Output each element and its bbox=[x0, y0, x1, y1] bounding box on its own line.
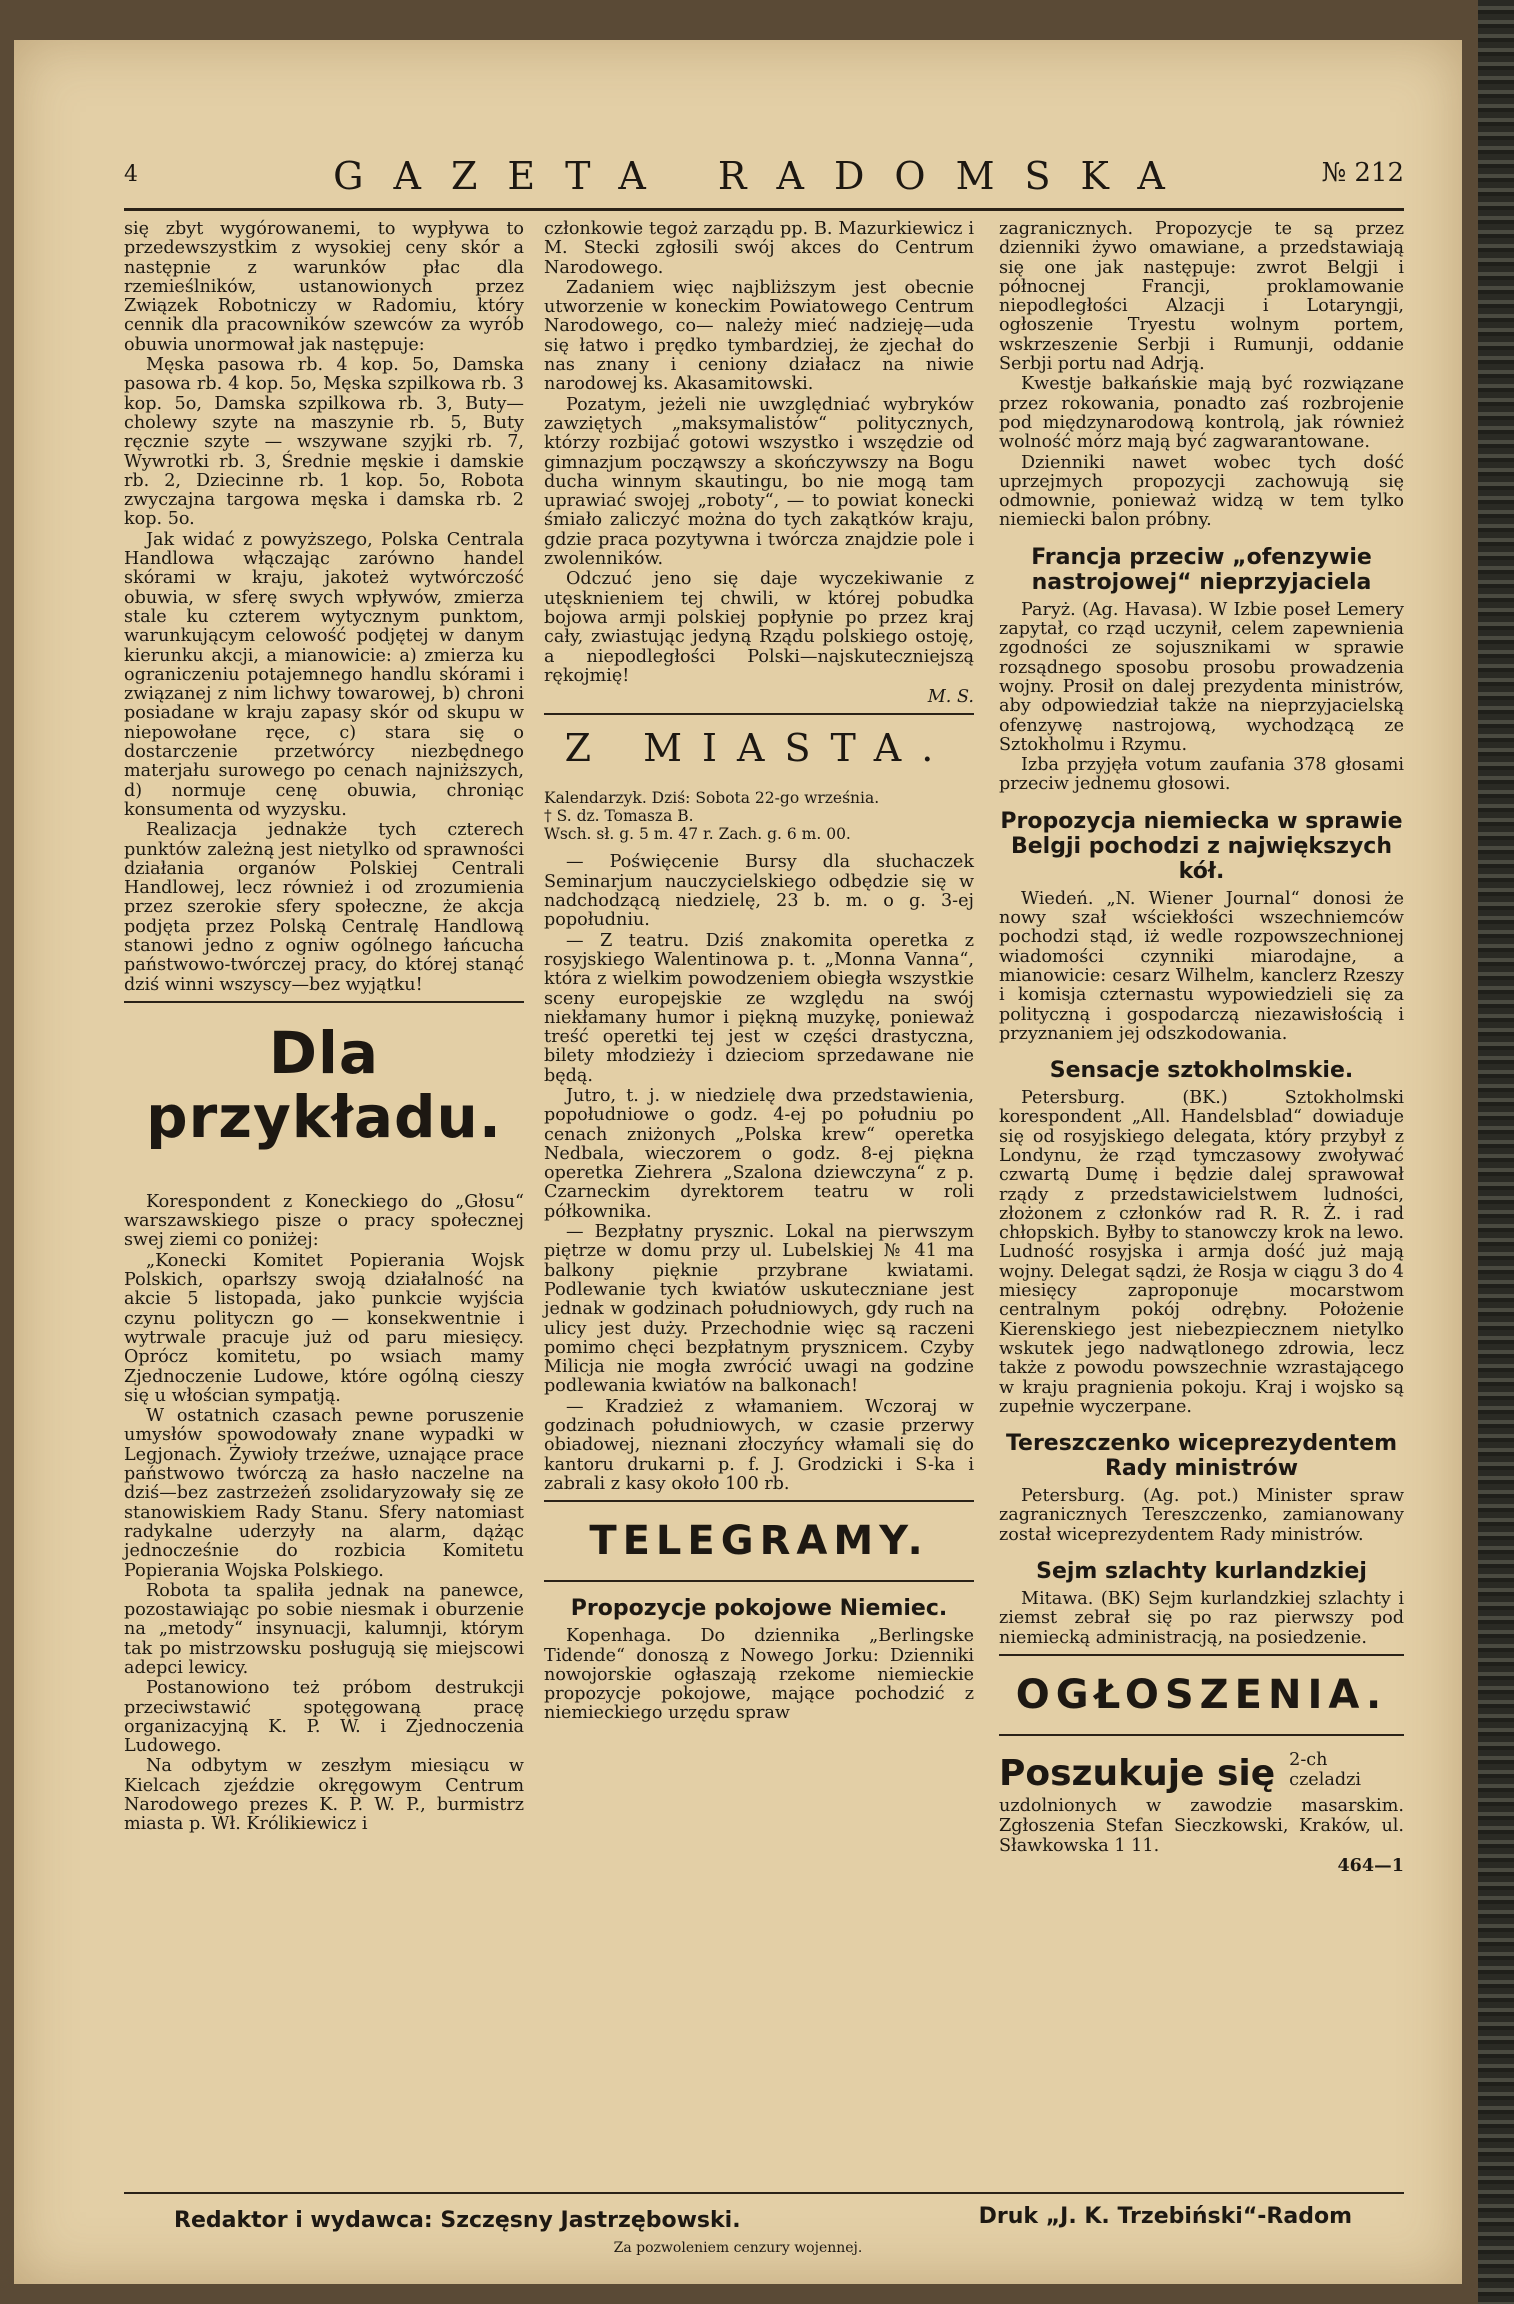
paragraph: Robota ta spaliła jednak na panewce, pozostawiając po sobie niesmak i oburzenie na „metody“ insynuacji, kalumnji, którym tak po mistrzowsku posługują się miejscowi adepci lewicy. bbox=[124, 1580, 524, 1678]
paragraph: Pozatym, jeżeli nie uwzględniać wybryków zawziętych „maksymalistów“ politycznych, którzy rozbijać gotowi wszystko i wszędzie od gimnazjum począwszy a skończywszy na Bogu ducha winnym skautingu, bo nie mogą tam uprawiać swojej „roboty“, — to powiat konecki śmiało zaliczyć można do tych zakątków kraju, gdzie praca pozytywna i twórcza znajdzie pole i zwolenników. bbox=[544, 394, 974, 570]
paragraph: „Konecki Komitet Popierania Wojsk Polskich, oparłszy swoją działalność na akcie 5 listopada, jako punkcie wyjścia czynu polityczn go — konsekwentnie i wytrwale pracuje już od paru miesięcy. Oprócz komitetu, po wsiach mamy Zjednoczenie Ludowe, które ogólną cieszy się u włościan sympatją. bbox=[124, 1250, 524, 1406]
section-heading: TELEGRAMY. bbox=[589, 1518, 929, 1565]
telegram-headline: Sejm szlachty kurlandzkiej bbox=[1036, 1559, 1367, 1585]
page-number: 4 bbox=[124, 162, 138, 187]
ad-number: 464—1 bbox=[1337, 1854, 1404, 1876]
calendar-line: † S. dz. Tomasza B. bbox=[544, 807, 694, 826]
newspaper-title: GAZETA RADOMSKA bbox=[333, 154, 1195, 198]
editor-credit: Redaktor i wydawca: Szczęsny Jastrzębowski. bbox=[174, 2208, 741, 2233]
column-2 bbox=[544, 220, 974, 1725]
calendar-note bbox=[544, 789, 974, 843]
paragraph: Zadaniem więc najbliższym jest obecnie utworzenie w koneckim Powiatowego Centrum Narodowego, co— należy mieć nadzieję—uda się łatwo i prędko tymbardziej, że zjechał do nas znany i ceniony działacz na niwie narodowej ks. Akasamitowski. bbox=[544, 277, 974, 395]
telegram-headline: Propozycja niemiecka w sprawie Belgji pochodzi z największych kół. bbox=[1000, 808, 1403, 884]
article-headline: Dla przykładu. bbox=[146, 1018, 502, 1151]
paragraph: się zbyt wygórowanemi, to wypływa to przedewszystkim z wysokiej ceny skór a następnie z warunków płac dla rzemieślników, ustanowionych przez Związek Robotniczy w Radomiu, który cennik dla pracowników szewców za wyrób obuwia unormował jak następuje: bbox=[124, 219, 524, 355]
divider bbox=[124, 1001, 524, 1003]
news-item: — Poświęcenie Bursy dla słuchaczek Seminarjum nauczycielskiego odbędzie się w nadchodzącą niedzielę, 23 b. m. o g. 3-ej popołudniu. bbox=[544, 852, 974, 931]
section-heading: OGŁOSZENIA. bbox=[1015, 1671, 1388, 1718]
telegram-headline: Tereszczenko wiceprezydentem Rady ministrów bbox=[1005, 1431, 1398, 1482]
column-1 bbox=[124, 220, 524, 1836]
telegram-text: Paryż. (Ag. Havasa). W Izbie poseł Lemery zapytał, co rząd uczynił, celem zapewnienia zgodności ze sojusznikami w sprawie rozsądnego sposobu prosobu prowadzenia wojny. Prosił on dalej prezydenta ministrów, aby odpowiedział także na nieprzyjacielską ofenzywę nastrojową, wychodzącą ze Sztokholmu i Rzymu. bbox=[999, 599, 1404, 755]
issue-number: № 212 bbox=[1321, 158, 1404, 188]
ad-text: 2-ch czeladzi uzdolnionych w zawodzie masarskim. Zgłoszenia Stefan Sieczkowski, Kraków, ul. Sławkowska 1 11. bbox=[999, 1749, 1404, 1856]
divider bbox=[544, 1500, 974, 1502]
paragraph: Realizacja jednakże tych czterech punktów zależną jest nietylko od sprawności działania organów Polskiej Centrali Handlowej, lecz również i od zrozumienia przez szerokie sfery społeczne, że akcja podjęta przez Polską Centralę Handlową stanowi jedno z ogniw ogólnego łańcucha państwowo-twórczej pracy, do której stanąć dziś winni wszyscy—bez wyjątku! bbox=[124, 820, 524, 995]
censorship-note: Za pozwoleniem cenzury wojennej. bbox=[613, 2240, 863, 2256]
telegram-headline: Propozycje pokojowe Niemiec. bbox=[570, 1596, 948, 1622]
paragraph: Dzienniki nawet wobec tych dość uprzejmych propozycji zachowują się odmownie, ponieważ widzą w tem tylko niemiecki balon próbny. bbox=[999, 452, 1404, 531]
section-heading: Z MIASTA. bbox=[564, 726, 954, 771]
divider bbox=[544, 713, 974, 715]
paragraph: Kwestje bałkańskie mają być rozwiązane przez rokowania, ponadto zaś rozbrojenie pod międzynarodową kontrolą, jak również wolność mórz mają być zagwarantowane. bbox=[999, 374, 1404, 453]
divider bbox=[999, 1734, 1404, 1736]
paragraph: Na odbytym w zeszłym miesiącu w Kielcach zjeździe okręgowym Centrum Narodowego prezes K. P. W. P., burmistrz miasta p. Wł. Królikiewicz i bbox=[124, 1756, 524, 1835]
printer-credit: Druk „J. K. Trzebiński“-Radom bbox=[978, 2204, 1352, 2229]
telegram-text: Izba przyjęła votum zaufania 378 głosami przeciw jednemu głosowi. bbox=[999, 755, 1404, 795]
divider bbox=[999, 1654, 1404, 1656]
telegram-text: Mitawa. (BK) Sejm kurlandzkiej szlachty i ziemst zebrał się po raz pierwszy pod niemiecką administracją, na posiedzenie. bbox=[999, 1589, 1404, 1648]
footer-rule bbox=[124, 2192, 1404, 2194]
divider bbox=[544, 1580, 974, 1582]
book-binding bbox=[1478, 0, 1514, 2304]
price-list: Męska pasowa rb. 4 kop. 5o, Damska pasowa rb. 4 kop. 5o, Męska szpilkowa rb. 3 kop. 5o, Damska szpilkowa rb. 3, Buty—cholewy szyte na maszynie rb. 5, Buty ręcznie szyte — wszywane szyjki rb. 7, Wywrotki rb. 3, Średnie męskie i damskie rb. 2, Dziecinne rb. 1 kop. 5o, Robota zwyczajna targowa męska i damska rb. 2 kop. 5o. bbox=[124, 355, 524, 530]
paragraph: zagranicznych. Propozycje te są przez dzienniki żywo omawiane, a przedstawiają się one jak następuje: zwrot Belgji i północnej Francji, proklamowanie niepodległości Alzacji i Lotaryngji, ogłoszenie Tryestu wolnym portem, wskrzeszenie Serbji i Rumunji, oddanie Serbji portu nad Adrją. bbox=[999, 219, 1404, 375]
news-item: — Bezpłatny prysznic. Lokal na pierwszym piętrze w domu przy ul. Lubelskiej № 41 ma balkony pięknie przybrane kwiatami. Podlewanie tych kwiatów uskuteczniane jest jednak w godzinach południowych, gdy ruch na ulicy jest duży. Przechodnie więc są raczeni pomimo chęci bezpłatnym prysznicem. Czyby Milicja nie mogła zwrócić uwagi na godzine podlewania kwiatów na balkonach! bbox=[544, 1222, 974, 1397]
news-item: Jutro, t. j. w niedzielę dwa przedstawienia, popołudniowe o godz. 4-ej po południu po cenach zniżonych „Polska krew“ operetka Nedbala, wieczorem o godz. 8-ej piękna operetka Ziehrera „Szalona dziewczyna“ z p. Czarneckim dyrektorem teatru w roli półkownika. bbox=[544, 1085, 974, 1222]
paragraph: Korespondent z Koneckiego do „Głosu“ warszawskiego pisze o pracy społecznej swej ziemi co poniżej: bbox=[124, 1191, 524, 1251]
telegram-text: Wiedeń. „N. Wiener Journal“ donosi że nowy szał wściekłości wszechniemców pochodzi stąd, iż wedle rozpowszechnionej wiadomości czynniki miarodajne, a mianowicie: cesarz Wilhelm, kanclerz Rzeszy i komisja czternastu wypowiedzieli się za polityczną i gospodarczą niezawisłością i przyznaniem jej odszkodowania. bbox=[999, 888, 1404, 1044]
column-3 bbox=[999, 220, 1404, 1876]
telegram-headline: Francja przeciw „ofenzywie nastrojowej“ nieprzyjaciela bbox=[1031, 544, 1372, 595]
paragraph: członkowie tegoż zarządu pp. B. Mazurkiewicz i M. Stecki zgłosili swój akces do Centrum Narodowego. bbox=[544, 219, 974, 278]
paragraph: Postanowiono też próbom destrukcji przeciwstawić spotęgowaną pracę organizacyjną K. P. W. i Zjednoczenia Ludowego. bbox=[124, 1678, 524, 1757]
telegram-headline: Sensacje sztokholmskie. bbox=[1049, 1058, 1354, 1084]
author-signature: M. S. bbox=[927, 687, 974, 708]
calendar-line: Kalendarzyk. Dziś: Sobota 22-go września. bbox=[544, 789, 880, 808]
calendar-line: Wsch. sł. g. 5 m. 47 r. Zach. g. 6 m. 00. bbox=[544, 825, 851, 844]
news-item: — Kradzież z włamaniem. Wczoraj w godzinach południowych, w czasie przerwy obiadowej, nieznani złoczyńcy włamali się do kantoru drukarni p. f. J. Grodzicki i S-ka i zabrali z kasy około 100 rb. bbox=[544, 1396, 974, 1494]
paragraph: W ostatnich czasach pewne poruszenie umysłów spowodowały znane wypadki w Legjonach. Żywioły trzeźwe, uznające prace państwowo twórczą za hasło naczelne na dziś—bez zastrzeżeń zsolidaryzowały się ze stanowiskiem Rady Stanu. Sfery natomiast radykalne uderzyły na alarm, dążąc jednocześnie do rozbicia Komitetu Popierania Wojska Polskiego. bbox=[124, 1406, 524, 1581]
news-item: — Z teatru. Dziś znakomita operetka z rosyjskiego Walentinowa p. t. „Monna Vanna“, która z wielkim powodzeniem obiegła wszystkie sceny europejskie ze względu na swój niekłamany humor i piękną muzykę, ponieważ treść operetki tej jest w części drastyczna, bilety młodzieży i dzieciom sprzedawane nie będą. bbox=[544, 930, 974, 1086]
paragraph: Jak widać z powyższego, Polska Centrala Handlowa włączając zarówno handel skórami w kraju, jakoteż wytwórczość obuwia, w sferę swych wpływów, zmierza stale ku czterem wytycznym punktom, warunkującym celowość podjętej w danym kierunku akcji, a mianowicie: a) zmierza ku ograniczeniu potajemnego handlu skórami i związanej z nim lichwy towarowej, b) chroni posiadane w kraju zapasy skór od skupu w niepowołane ręce, c) stara się o dostarczenie przetwórcy niezbędnego materjału surowego po cenach najniższych, d) normuje cenę obuwia, chroniąc konsumenta od wyzysku. bbox=[124, 529, 524, 820]
newspaper-page bbox=[14, 40, 1462, 2284]
masthead bbox=[124, 150, 1404, 210]
paragraph: Odczuć jeno się daje wyczekiwanie z utęsknieniem tej chwili, w której pobudka bojowa armji polskiej popłynie po przez kraj cały, zwiastując jedyną Rządu polskiego ostoję, a niepodległości Polski—najskuteczniejszą rękojmię! bbox=[544, 569, 974, 686]
classified-ad bbox=[999, 1750, 1404, 1876]
telegram-text: Petersburg. (Ag. pot.) Minister spraw zagranicznych Tereszczenko, zamianowany został wiceprezydentem Rady ministrów. bbox=[999, 1486, 1404, 1545]
masthead-rule bbox=[124, 208, 1404, 211]
ad-headline: Poszukuje się bbox=[999, 1752, 1276, 1794]
telegram-text: Petersburg. (BK.) Sztokholmski korespondent „All. Handelsblad“ dowiaduje się od rosyjskiego delegata, który przybył z Londynu, że rząd tymczasowy zwoływać czwartą Dumę i będzie dalej sprawował rządy z przedstawicielstwem ludności, złożonem z członków rad R. R. Ż. i rad chłopskich. Byłby to stanowczy krok na lewo. Ludność rosyjska i armja dość już mają wojny. Delegat sądzi, że Rosja w ciągu 3 do 4 miesięcy zaproponuje mocarstwom centralnym pokój odrębny. Położenie Kierenskiego jest niebezpiecznem nietylko wskutek jego nadwątlonego zdrowia, lecz także z powodu powszechnie wzrastającego w kraju pragnienia pokoju. Kraj i wojsko są zupełnie wyczerpane. bbox=[999, 1088, 1404, 1417]
telegram-text: Kopenhaga. Do dziennika „Berlingske Tidende“ donoszą z Nowego Jorku: Dzienniki nowojorskie ogłaszają rzekome niemieckie propozycje pokojowe, mające pochodzić z niemieckiego urzędu spraw bbox=[544, 1626, 974, 1724]
